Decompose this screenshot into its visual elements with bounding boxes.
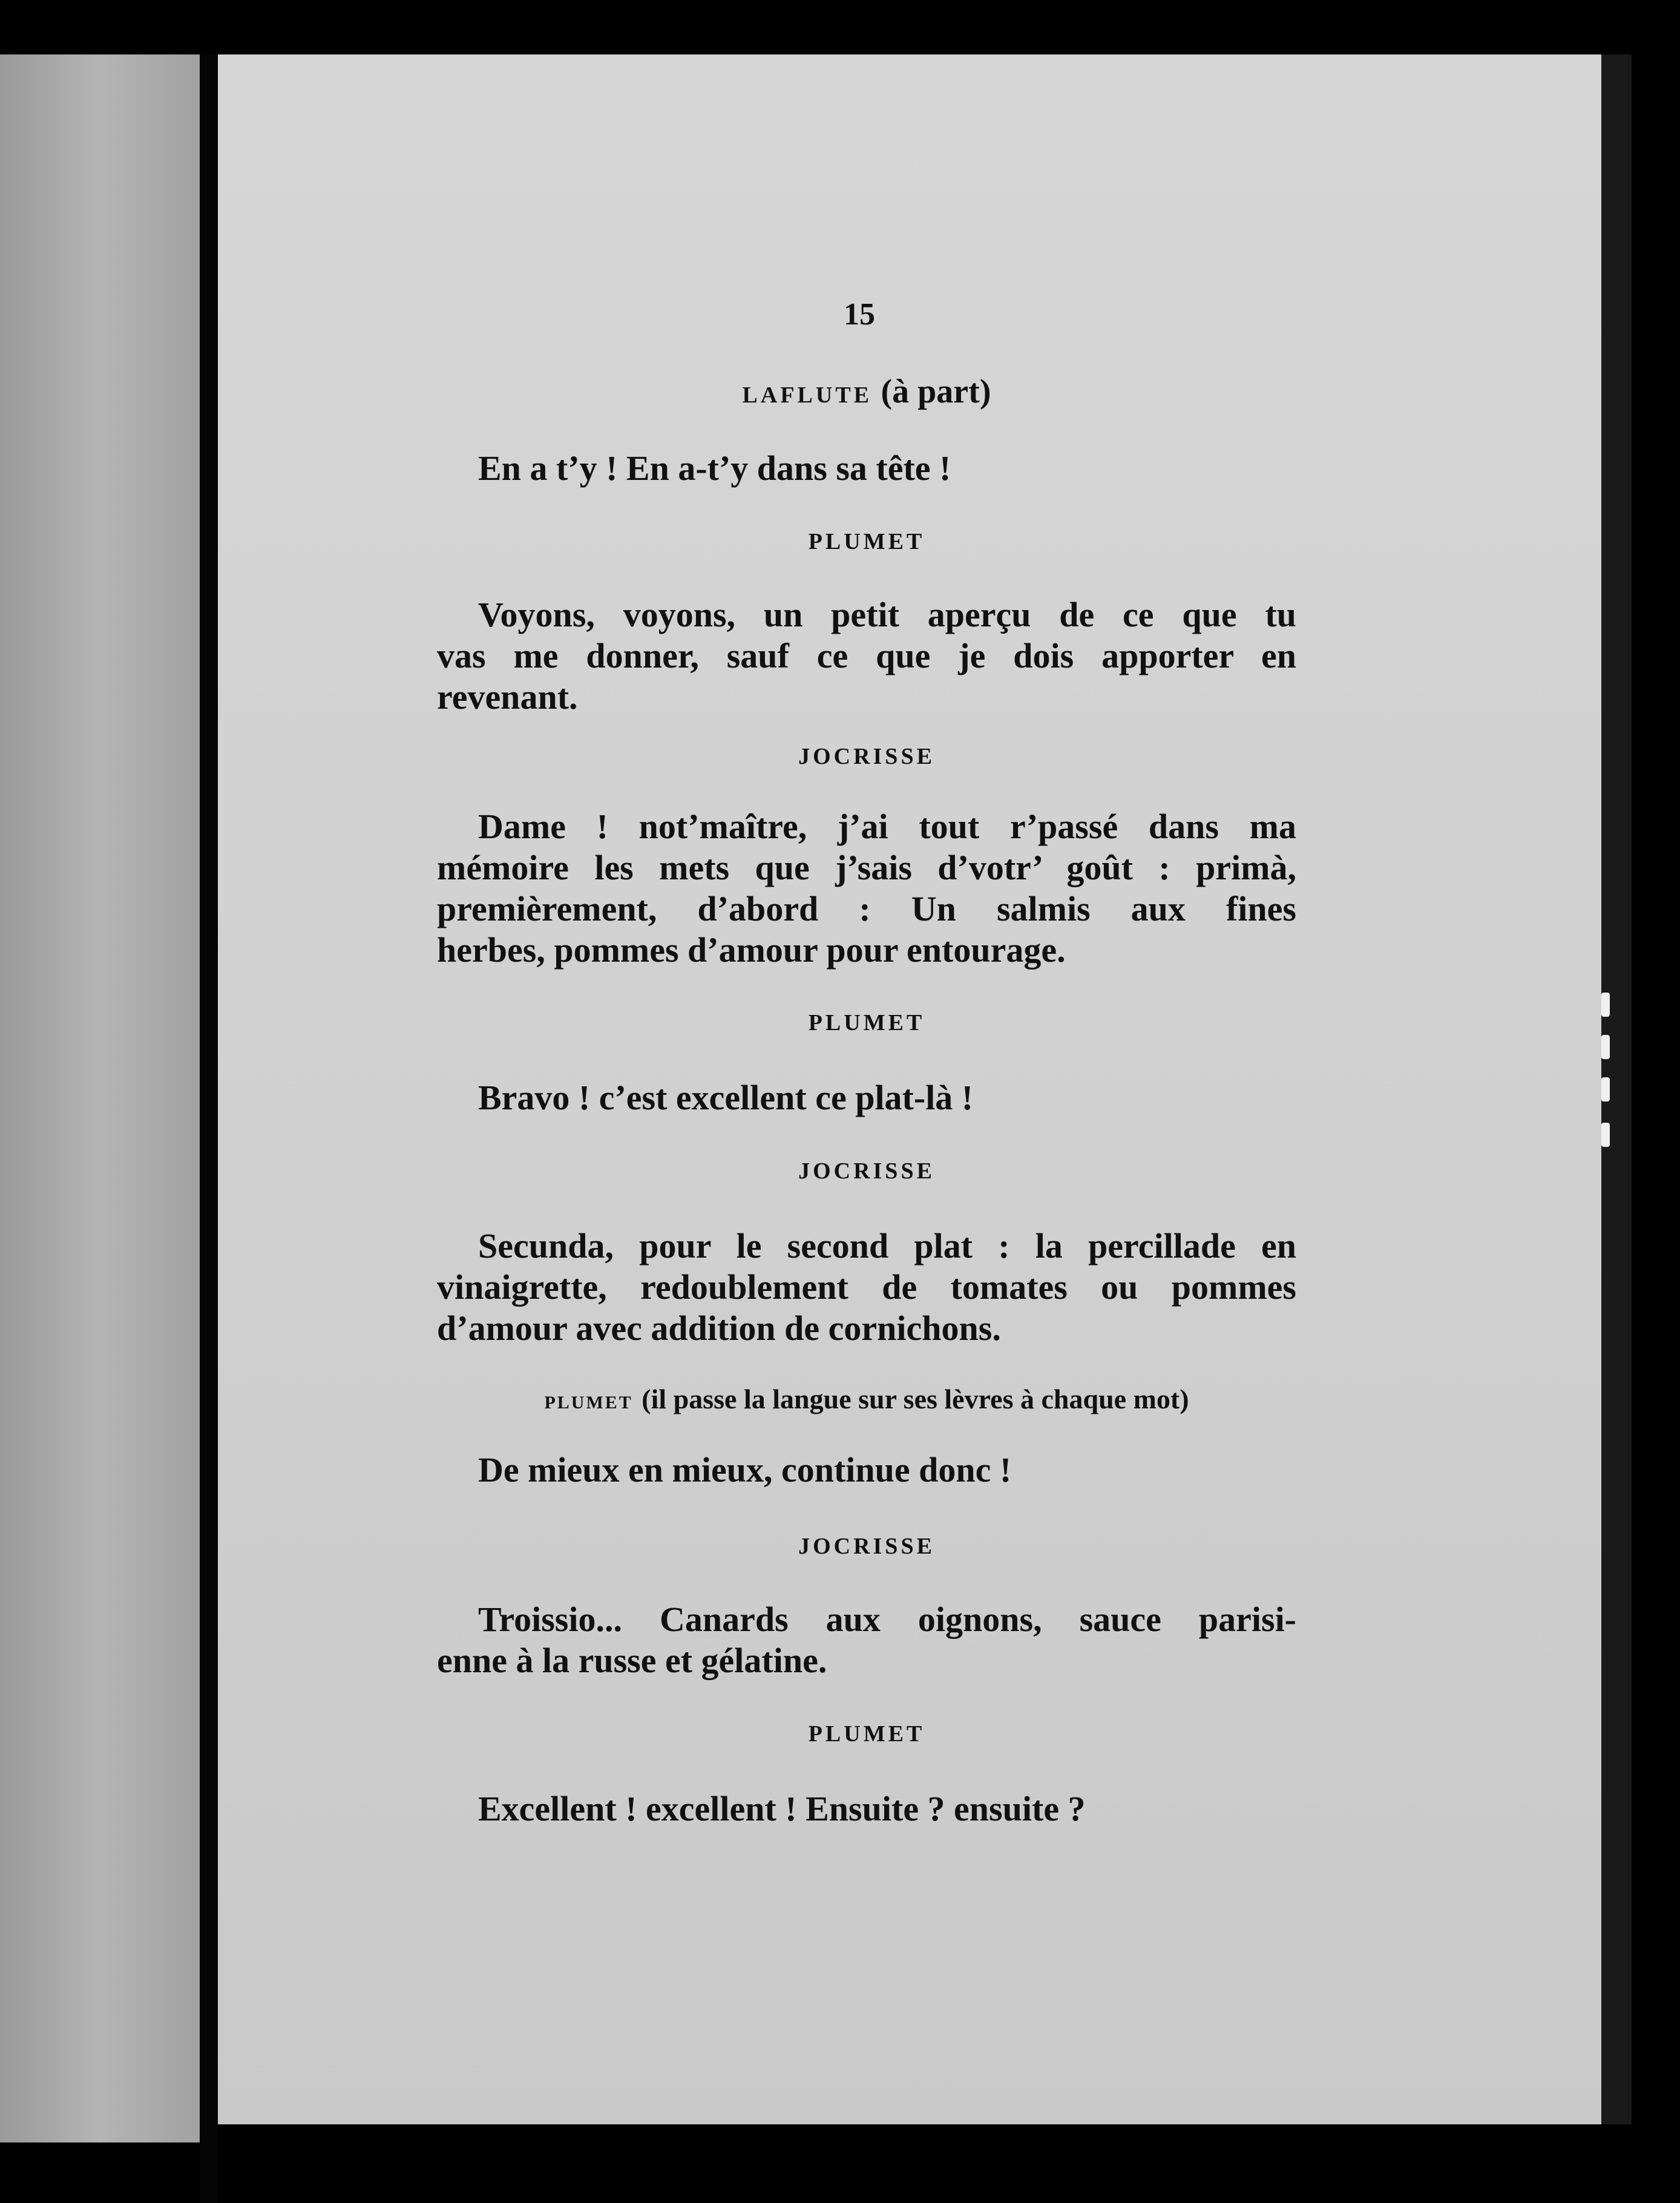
stage-direction: (à part) <box>881 373 991 410</box>
speaker-heading <box>437 372 1296 411</box>
speaker-name: PLUMET <box>808 1721 925 1747</box>
edge-mark <box>1601 1123 1610 1147</box>
dialogue-line: d’amour avec addition de cornichons. <box>437 1308 1001 1348</box>
scan-border-right <box>1632 0 1680 2203</box>
dialogue-line: Troissio... Canards aux oignons, sauce parisi- <box>478 1600 1296 1639</box>
speaker-name: PLUMET <box>808 1010 925 1036</box>
speaker-name: PLUMET <box>544 1393 633 1413</box>
page-number: 15 <box>844 297 875 332</box>
scan-border-top <box>0 0 1680 54</box>
speaker-name: LAFLUTE <box>742 382 873 408</box>
edge-mark <box>1601 1035 1610 1059</box>
dialogue-line: herbes, pommes d’amour pour entourage. <box>437 930 1066 970</box>
dialogue-line: enne à la russe et gélatine. <box>437 1641 827 1680</box>
speaker-heading <box>437 1156 1296 1185</box>
scan-border-bottom <box>218 2124 1680 2203</box>
speaker-heading <box>437 741 1296 770</box>
speaker-name: JOCRISSE <box>798 1158 935 1184</box>
speaker-heading <box>437 1008 1296 1037</box>
dialogue-line: mémoire les mets que j’sais d’votr’ goût : primà, <box>437 848 1296 887</box>
speaker-heading <box>437 1531 1296 1560</box>
dialogue-line: Bravo ! c’est excellent ce plat-là ! <box>478 1078 974 1117</box>
dialogue-line: En a t’y ! En a-t’y dans sa tête ! <box>478 448 951 488</box>
dialogue-line: vas me donner, sauf ce que je dois apporter en <box>437 636 1296 675</box>
speaker-heading <box>437 527 1296 556</box>
dialogue-line: De mieux en mieux, continue donc ! <box>478 1450 1012 1489</box>
dialogue-line: Excellent ! excellent ! Ensuite ? ensuite ? <box>478 1789 1086 1828</box>
stage-direction: (il passe la langue sur ses lèvres à chaque mot) <box>641 1384 1189 1414</box>
edge-mark <box>1601 993 1610 1017</box>
dialogue-line: revenant. <box>437 677 578 717</box>
book-gutter <box>200 54 218 2203</box>
dialogue-line: vinaigrette, redoublement de tomates ou pommes <box>437 1267 1296 1307</box>
speaker-name: JOCRISSE <box>798 1534 935 1559</box>
speaker-heading <box>437 1383 1296 1415</box>
dialogue-line: Voyons, voyons, un petit aperçu de ce que tu <box>478 595 1296 634</box>
edge-mark <box>1601 1077 1610 1102</box>
dialogue-line: Dame ! not’maître, j’ai tout r’passé dans ma <box>478 807 1296 846</box>
page-edge-marks <box>1598 993 1622 1174</box>
speaker-heading <box>437 1719 1296 1748</box>
speaker-name: JOCRISSE <box>798 744 935 769</box>
dialogue-line: premièrement, d’abord : Un salmis aux fines <box>437 889 1296 928</box>
facing-page-edge <box>0 54 200 2142</box>
speaker-name: PLUMET <box>808 529 925 554</box>
dialogue-line: Secunda, pour le second plat : la percillade en <box>478 1226 1296 1266</box>
